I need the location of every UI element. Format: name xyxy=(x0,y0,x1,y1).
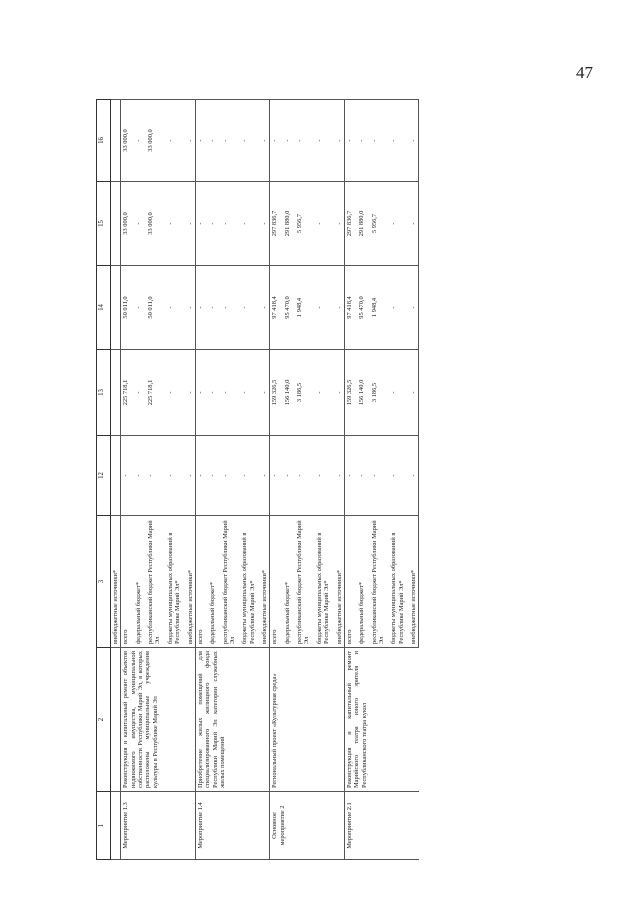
funding-source: федеральный бюджет* xyxy=(280,516,292,648)
amount-cell: - xyxy=(386,266,406,350)
amount-cell xyxy=(111,350,121,436)
amount-cell: - xyxy=(344,436,354,516)
amount-cell: 291 880,0 xyxy=(354,182,366,266)
amount-cell: - xyxy=(332,266,345,350)
amount-cell: - xyxy=(195,350,205,436)
amount-cell: - xyxy=(237,100,257,182)
amount-cell: - xyxy=(280,100,292,182)
amount-cell: 33 000,0 xyxy=(143,182,163,266)
amount-cell: - xyxy=(218,182,238,266)
amount-cell: - xyxy=(205,182,217,266)
amount-cell: - xyxy=(332,350,345,436)
funding-source: республиканский бюджет Республики Марий Эл xyxy=(218,516,238,648)
amount-cell: - xyxy=(237,350,257,436)
amount-cell: 159 326,5 xyxy=(344,350,354,436)
amount-cell: - xyxy=(195,436,205,516)
funding-source: бюджеты муниципальных образований в Республике Марий Эл* xyxy=(386,516,406,648)
funding-source: всего xyxy=(344,516,354,648)
funding-source: республиканский бюджет Республики Марий Эл xyxy=(292,516,312,648)
amount-cell xyxy=(111,182,121,266)
amount-cell: - xyxy=(292,100,312,182)
amount-cell: - xyxy=(270,436,280,516)
amount-cell: - xyxy=(183,436,196,516)
amount-cell: - xyxy=(163,436,183,516)
funding-source: всего xyxy=(195,516,205,648)
amount-cell: - xyxy=(344,100,354,182)
table-body xyxy=(111,100,419,860)
amount-cell: 5 956,7 xyxy=(367,182,387,266)
measure-code xyxy=(111,792,121,860)
amount-cell: - xyxy=(354,436,366,516)
amount-cell: - xyxy=(257,182,270,266)
amount-cell: - xyxy=(205,436,217,516)
funding-source: бюджеты муниципальных образований в Республике Марий Эл* xyxy=(237,516,257,648)
amount-cell: - xyxy=(163,182,183,266)
table-row xyxy=(121,100,131,860)
funding-source: республиканский бюджет Республики Марий Эл xyxy=(367,516,387,648)
funding-source: внебюджетные источники* xyxy=(406,516,419,648)
amount-cell: 33 000,0 xyxy=(121,182,131,266)
funding-source: внебюджетные источники* xyxy=(111,516,121,648)
amount-cell: - xyxy=(163,266,183,350)
funding-source: всего xyxy=(121,516,131,648)
amount-cell: - xyxy=(183,182,196,266)
table-row xyxy=(195,100,205,860)
amount-cell: - xyxy=(131,350,143,436)
amount-cell: - xyxy=(218,350,238,436)
funding-source: федеральный бюджет* xyxy=(205,516,217,648)
amount-cell: - xyxy=(354,100,366,182)
amount-cell: - xyxy=(312,182,332,266)
amount-cell: - xyxy=(143,436,163,516)
measure-title: Региональный проект «Культурная среда» xyxy=(270,648,345,792)
amount-cell: - xyxy=(406,350,419,436)
amount-cell: - xyxy=(257,350,270,436)
amount-cell: 50 011,0 xyxy=(143,266,163,350)
amount-cell: - xyxy=(406,436,419,516)
funding-source: бюджеты муниципальных образований в Республике Марий Эл* xyxy=(163,516,183,648)
amount-cell: - xyxy=(257,266,270,350)
amount-cell: - xyxy=(367,436,387,516)
table-row xyxy=(111,100,121,860)
amount-cell: 156 140,0 xyxy=(354,350,366,436)
amount-cell: 95 470,0 xyxy=(280,266,292,350)
amount-cell: - xyxy=(332,182,345,266)
amount-cell: 33 000,0 xyxy=(121,100,131,182)
amount-cell: - xyxy=(237,266,257,350)
amount-cell: 1 948,4 xyxy=(292,266,312,350)
measure-title: Приобретение жилых помещений для специализированного жилищного фонда Республики Марий Эл категории служебных жилых помещений xyxy=(195,648,270,792)
amount-cell: 33 000,0 xyxy=(143,100,163,182)
amount-cell: - xyxy=(386,436,406,516)
amount-cell: - xyxy=(195,100,205,182)
amount-cell: - xyxy=(332,100,345,182)
amount-cell: - xyxy=(195,266,205,350)
table-row xyxy=(344,100,354,860)
funding-source: федеральный бюджет* xyxy=(354,516,366,648)
funding-source: внебюджетные источники* xyxy=(257,516,270,648)
amount-cell: 297 836,7 xyxy=(344,182,354,266)
amount-cell: - xyxy=(406,100,419,182)
col-header: 14 xyxy=(97,266,111,350)
funding-source: всего xyxy=(270,516,280,648)
amount-cell: 225 718,1 xyxy=(143,350,163,436)
col-header: 3 xyxy=(97,516,111,648)
amount-cell: - xyxy=(270,100,280,182)
amount-cell: - xyxy=(131,266,143,350)
amount-cell: 3 186,5 xyxy=(367,350,387,436)
amount-cell xyxy=(111,266,121,350)
amount-cell: - xyxy=(386,350,406,436)
measure-code: Мероприятие 1.4 xyxy=(195,792,270,860)
amount-cell: - xyxy=(131,436,143,516)
funding-source: бюджеты муниципальных образований в Республике Марий Эл* xyxy=(312,516,332,648)
amount-cell: - xyxy=(205,350,217,436)
amount-cell: - xyxy=(163,100,183,182)
amount-cell: - xyxy=(218,100,238,182)
col-header: 2 xyxy=(97,648,111,792)
amount-cell: - xyxy=(292,436,312,516)
funding-source: республиканский бюджет Республики Марий Эл xyxy=(143,516,163,648)
amount-cell: - xyxy=(195,182,205,266)
amount-cell: - xyxy=(131,182,143,266)
amount-cell: 297 836,7 xyxy=(270,182,280,266)
amount-cell: - xyxy=(367,100,387,182)
amount-cell: - xyxy=(257,436,270,516)
amount-cell: - xyxy=(312,266,332,350)
amount-cell: - xyxy=(183,100,196,182)
col-header: 12 xyxy=(97,436,111,516)
funding-source: федеральный бюджет* xyxy=(131,516,143,648)
amount-cell: 5 956,7 xyxy=(292,182,312,266)
amount-cell: - xyxy=(386,182,406,266)
measure-title: Реконструкция и капитальный ремонт объектов недвижимого имущества, муниципальной собственности Республики Марий Эл, в которых расположены муниципальные учреждения культуры в Республике Марий Эл xyxy=(121,648,196,792)
header-row xyxy=(97,100,111,860)
amount-cell: - xyxy=(205,266,217,350)
amount-cell: - xyxy=(205,100,217,182)
amount-cell: 3 186,5 xyxy=(292,350,312,436)
amount-cell: 225 718,1 xyxy=(121,350,131,436)
col-header: 16 xyxy=(97,100,111,182)
amount-cell: - xyxy=(406,182,419,266)
amount-cell: - xyxy=(312,350,332,436)
amount-cell: - xyxy=(121,436,131,516)
amount-cell: - xyxy=(332,436,345,516)
amount-cell: - xyxy=(183,266,196,350)
amount-cell: - xyxy=(386,100,406,182)
amount-cell: 291 880,0 xyxy=(280,182,292,266)
amount-cell: - xyxy=(312,100,332,182)
amount-cell: - xyxy=(237,182,257,266)
page-number: 47 xyxy=(576,63,593,82)
col-header: 13 xyxy=(97,350,111,436)
measure-title xyxy=(111,648,121,792)
amount-cell: - xyxy=(237,436,257,516)
amount-cell xyxy=(111,436,121,516)
rotated-table-area xyxy=(96,100,596,860)
amount-cell: 97 418,4 xyxy=(344,266,354,350)
measure-code: Основное мероприятие 2 xyxy=(270,792,345,860)
amount-cell xyxy=(111,100,121,182)
amount-cell: 95 470,0 xyxy=(354,266,366,350)
amount-cell: - xyxy=(280,436,292,516)
measure-code: Мероприятие 1.3 xyxy=(121,792,196,860)
amount-cell: - xyxy=(218,266,238,350)
amount-cell: - xyxy=(163,350,183,436)
measure-code: Мероприятие 2.1 xyxy=(344,792,419,860)
amount-cell: - xyxy=(131,100,143,182)
amount-cell: 97 418,4 xyxy=(270,266,280,350)
amount-cell: 50 011,0 xyxy=(121,266,131,350)
col-header: 1 xyxy=(97,792,111,860)
col-header: 15 xyxy=(97,182,111,266)
amount-cell: - xyxy=(218,436,238,516)
amount-cell: 156 140,0 xyxy=(280,350,292,436)
funding-source: внебюджетные источники* xyxy=(332,516,345,648)
amount-cell: 1 948,4 xyxy=(367,266,387,350)
amount-cell: - xyxy=(183,350,196,436)
table-row xyxy=(270,100,280,860)
funding-source: внебюджетные источники* xyxy=(183,516,196,648)
amount-cell: - xyxy=(312,436,332,516)
budget-table xyxy=(96,99,419,860)
measure-title: Реконструкция и капитальный ремонт Марийского театра юного зрителя и Республиканского театра кукол xyxy=(344,648,419,792)
amount-cell: - xyxy=(406,266,419,350)
amount-cell: - xyxy=(257,100,270,182)
amount-cell: 159 326,5 xyxy=(270,350,280,436)
